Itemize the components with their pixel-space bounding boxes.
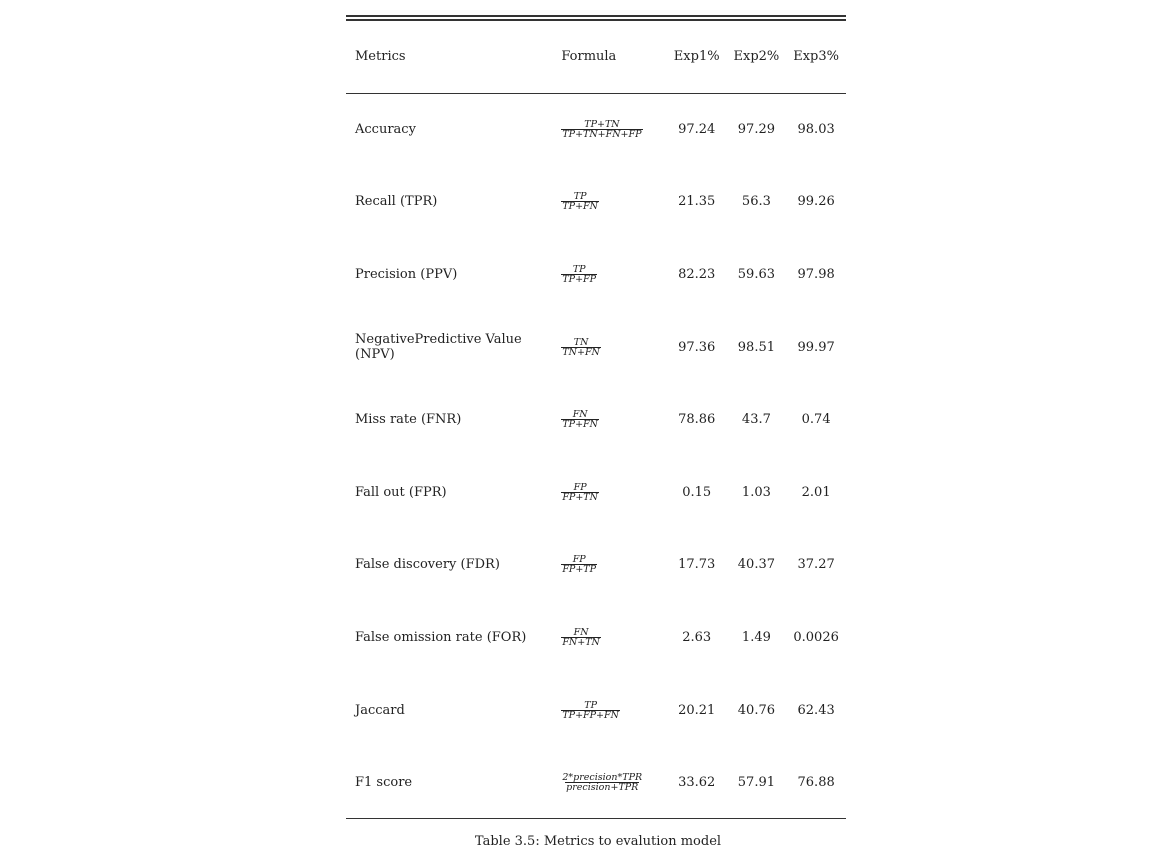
formula-cell bbox=[561, 93, 667, 166]
exp1-value: 33.62 bbox=[667, 746, 727, 819]
table-row bbox=[346, 601, 846, 674]
header-formula: Formula bbox=[561, 21, 667, 93]
exp3-value: 98.03 bbox=[797, 122, 835, 138]
table-row bbox=[346, 674, 846, 747]
metric-name: False omission rate (FOR) bbox=[355, 629, 527, 645]
formula-fraction bbox=[561, 773, 643, 792]
formula-denominator: FP+TP bbox=[562, 564, 597, 576]
exp1-value: 21.35 bbox=[678, 194, 716, 210]
formula-cell bbox=[561, 166, 667, 239]
formula-numerator: FP bbox=[572, 554, 586, 566]
exp1-value: 2.63 bbox=[682, 629, 712, 645]
exp2-value: 40.76 bbox=[737, 702, 775, 718]
formula-cell bbox=[561, 746, 667, 819]
formula-cell bbox=[561, 383, 667, 456]
formula-fraction bbox=[561, 410, 599, 429]
formula-denominator: precision+TPR bbox=[566, 781, 639, 793]
formula-denominator: TP+FN bbox=[562, 201, 598, 213]
exp2-value: 40.37 bbox=[737, 557, 775, 573]
exp3-value: 76.88 bbox=[786, 746, 846, 819]
table-row bbox=[346, 311, 846, 384]
formula-numerator: 2*precision*TPR bbox=[562, 771, 643, 783]
table-row bbox=[346, 93, 846, 166]
metric-name: F1 score bbox=[346, 746, 561, 819]
exp2-value: 43.7 bbox=[741, 412, 771, 428]
exp2-value: 97.29 bbox=[737, 122, 775, 138]
exp3-value: 99.97 bbox=[797, 339, 835, 355]
formula-numerator: FN bbox=[573, 626, 589, 638]
table-caption: Table 3.5: Metrics to evalution model bbox=[474, 834, 722, 849]
header-row bbox=[346, 21, 846, 93]
formula-denominator: TP+FN bbox=[562, 419, 598, 431]
formula-fraction bbox=[561, 555, 597, 574]
table-row bbox=[346, 456, 846, 529]
formula-fraction bbox=[561, 483, 599, 502]
exp2-value: 57.91 bbox=[727, 746, 787, 819]
exp2-value: 59.63 bbox=[737, 266, 775, 282]
metrics-table bbox=[346, 21, 846, 819]
header-exp3: Exp3% bbox=[786, 21, 846, 93]
metric-name: Precision (PPV) bbox=[355, 266, 458, 282]
formula-cell bbox=[561, 601, 667, 674]
exp3-value: 0.74 bbox=[801, 412, 831, 428]
formula-cell bbox=[561, 456, 667, 529]
table-row bbox=[346, 746, 846, 819]
exp1-value: 97.36 bbox=[678, 339, 716, 355]
formula-denominator: TP+FP+FN bbox=[562, 709, 619, 721]
formula-numerator: TN bbox=[573, 336, 589, 348]
formula-fraction bbox=[561, 628, 601, 647]
metric-name: NegativePredictive Value (NPV) bbox=[355, 332, 522, 363]
metric-name: Jaccard bbox=[355, 702, 405, 718]
exp3-value: 2.01 bbox=[801, 484, 831, 500]
formula-denominator: FP+TN bbox=[562, 491, 598, 503]
formula-fraction bbox=[561, 192, 599, 211]
table-row bbox=[346, 529, 846, 602]
exp3-value: 0.0026 bbox=[793, 629, 839, 645]
formula-cell bbox=[561, 311, 667, 384]
header-exp2: Exp2% bbox=[727, 21, 787, 93]
formula-fraction bbox=[561, 120, 642, 139]
exp2-value: 1.49 bbox=[741, 629, 771, 645]
metric-name: Accuracy bbox=[355, 122, 416, 138]
formula-numerator: TP+TN bbox=[584, 119, 620, 131]
formula-cell bbox=[561, 674, 667, 747]
formula-fraction bbox=[561, 701, 620, 720]
formula-numerator: TP bbox=[584, 699, 597, 711]
header-metrics: Metrics bbox=[346, 21, 561, 93]
formula-denominator: FN+TN bbox=[562, 636, 600, 648]
formula-denominator: TP+TN+FN+FP bbox=[562, 129, 642, 141]
exp2-value: 98.51 bbox=[737, 339, 775, 355]
metric-name: Fall out (FPR) bbox=[355, 484, 447, 500]
exp1-value: 20.21 bbox=[678, 702, 716, 718]
exp3-value: 99.26 bbox=[797, 194, 835, 210]
table-row bbox=[346, 383, 846, 456]
formula-cell bbox=[561, 529, 667, 602]
metric-name: False discovery (FDR) bbox=[355, 557, 500, 573]
formula-numerator: TP bbox=[572, 263, 586, 275]
table-body bbox=[346, 93, 846, 819]
table-row bbox=[346, 238, 846, 311]
metrics-table-container bbox=[346, 15, 846, 819]
exp2-value: 1.03 bbox=[741, 484, 771, 500]
formula-denominator: TN+FN bbox=[562, 346, 600, 358]
formula-numerator: TP bbox=[573, 191, 587, 203]
formula-cell bbox=[561, 238, 667, 311]
formula-numerator: FN bbox=[572, 409, 588, 421]
header-exp1: Exp1% bbox=[667, 21, 727, 93]
exp1-value: 17.73 bbox=[678, 557, 716, 573]
metric-name: Recall (TPR) bbox=[355, 194, 438, 210]
formula-fraction bbox=[561, 265, 597, 284]
exp3-value: 37.27 bbox=[797, 557, 835, 573]
exp2-value: 56.3 bbox=[741, 194, 771, 210]
exp3-value: 62.43 bbox=[797, 702, 835, 718]
exp1-value: 0.15 bbox=[682, 484, 712, 500]
formula-fraction bbox=[561, 338, 601, 357]
metric-name: Miss rate (FNR) bbox=[355, 412, 462, 428]
exp1-value: 82.23 bbox=[678, 266, 716, 282]
exp1-value: 97.24 bbox=[678, 122, 716, 138]
table-row bbox=[346, 166, 846, 239]
formula-numerator: FP bbox=[573, 481, 587, 493]
exp1-value: 78.86 bbox=[678, 412, 716, 428]
formula-denominator: TP+FP bbox=[562, 273, 597, 285]
exp3-value: 97.98 bbox=[797, 266, 835, 282]
